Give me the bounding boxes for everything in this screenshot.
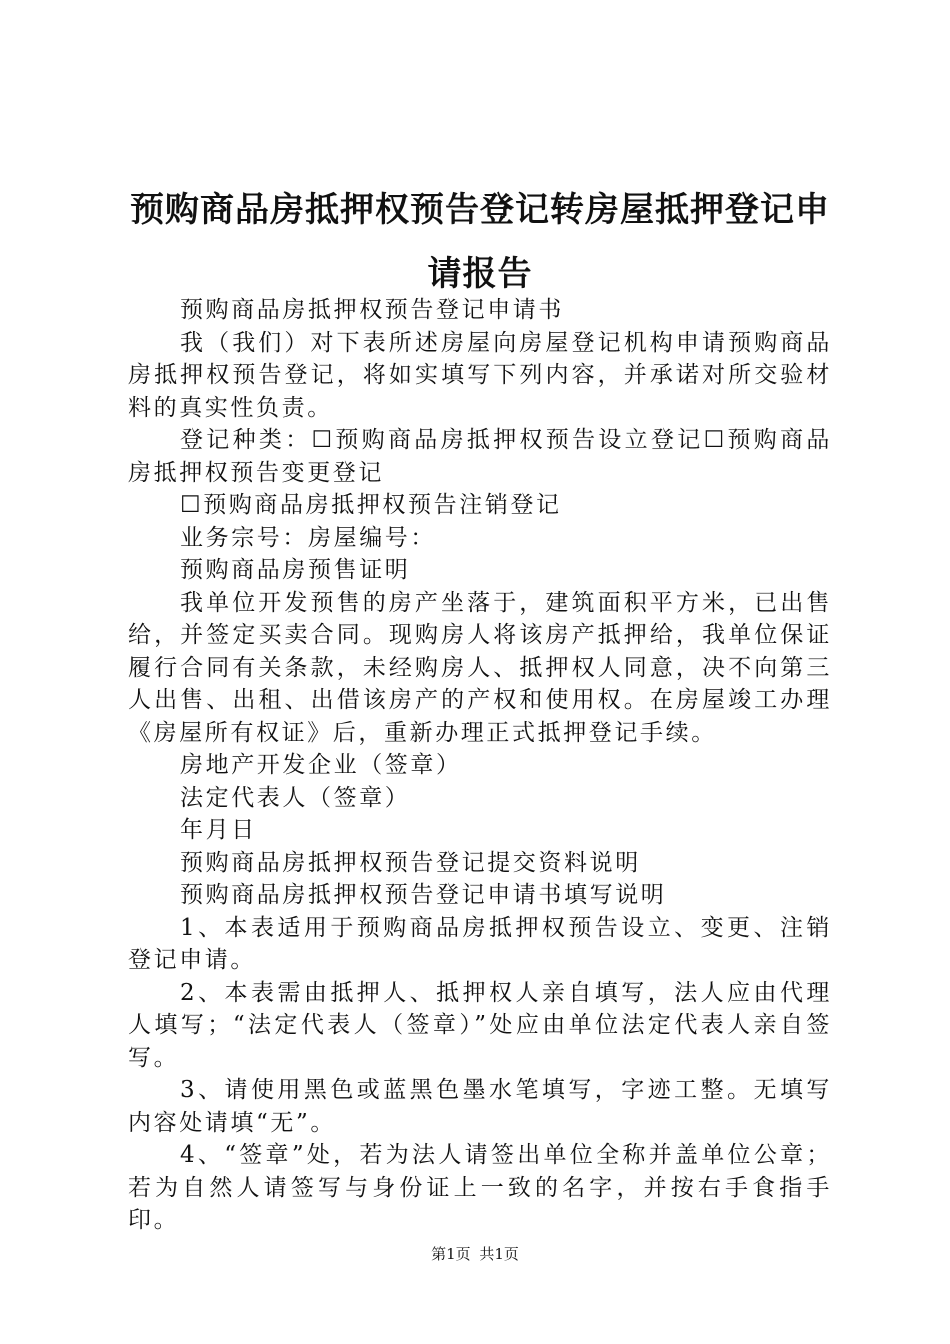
- paragraph-developer-seal: 房地产开发企业（签章）: [180, 752, 462, 778]
- page-number-current: 第1页: [431, 1245, 471, 1263]
- paragraph-date: 年月日: [180, 817, 257, 843]
- document-title: 预购商品房抵押权预告登记转房屋抵押登记申请报告: [130, 190, 830, 294]
- paragraph-instruction-1: 1、本表适用于预购商品房抵押权预告设立、变更、注销登记申请。: [128, 914, 832, 973]
- paragraph-instruction-4: 4、“签章”处，若为法人请签出单位全称并盖单位公章；若为自然人请签写与身份证上一致的名字，并按右手食指手印。: [128, 1142, 832, 1233]
- page-number-total: 共1页: [479, 1245, 519, 1263]
- paragraph-form-heading: 预购商品房抵押权预告登记申请书: [180, 297, 564, 323]
- paragraph-registration-type: 登记种类：☐预购商品房抵押权预告设立登记☐预购商品房抵押权预告变更登记: [128, 427, 832, 486]
- paragraph-materials-heading: 预购商品房抵押权预告登记提交资料说明: [180, 849, 641, 876]
- paragraph-presale-certificate-heading: 预购商品房预售证明: [180, 557, 411, 583]
- paragraph-presale-certificate-body: 我单位开发预售的房产坐落于，建筑面积平方米，已出售给，并签定买卖合同。现购房人将该房产抵押给，我单位保证履行合同有关条款，未经购房人、抵押权人同意，决不向第三人出售、出租、出借该房产的产权和使用权。在房屋竣工办理《房屋所有权证》后，重新办理正式抵押登记手续。: [128, 589, 832, 746]
- page-footer: [0, 1244, 950, 1264]
- paragraph-legal-representative-seal: 法定代表人（签章）: [180, 784, 411, 811]
- paragraph-applicant-statement: 我（我们）对下表所述房屋向房屋登记机构申请预购商品房抵押权预告登记，将如实填写下列内容，并承诺对所交验材料的真实性负责。: [128, 329, 832, 421]
- paragraph-business-number: 业务宗号：房屋编号：: [180, 524, 436, 551]
- paragraph-instruction-3: 3、请使用黑色或蓝黑色墨水笔填写，字迹工整。无填写内容处请填“无”。: [128, 1077, 832, 1136]
- paragraph-instruction-2: 2、本表需由抵押人、抵押权人亲自填写，法人应由代理人填写；“法定代表人（签章）”处应由单位法定代表人亲自签写。: [128, 979, 832, 1071]
- document-body: [128, 294, 832, 1237]
- paragraph-instructions-heading: 预购商品房抵押权预告登记申请书填写说明: [180, 882, 667, 908]
- paragraph-registration-type-cancel: ☐预购商品房抵押权预告注销登记: [180, 492, 562, 518]
